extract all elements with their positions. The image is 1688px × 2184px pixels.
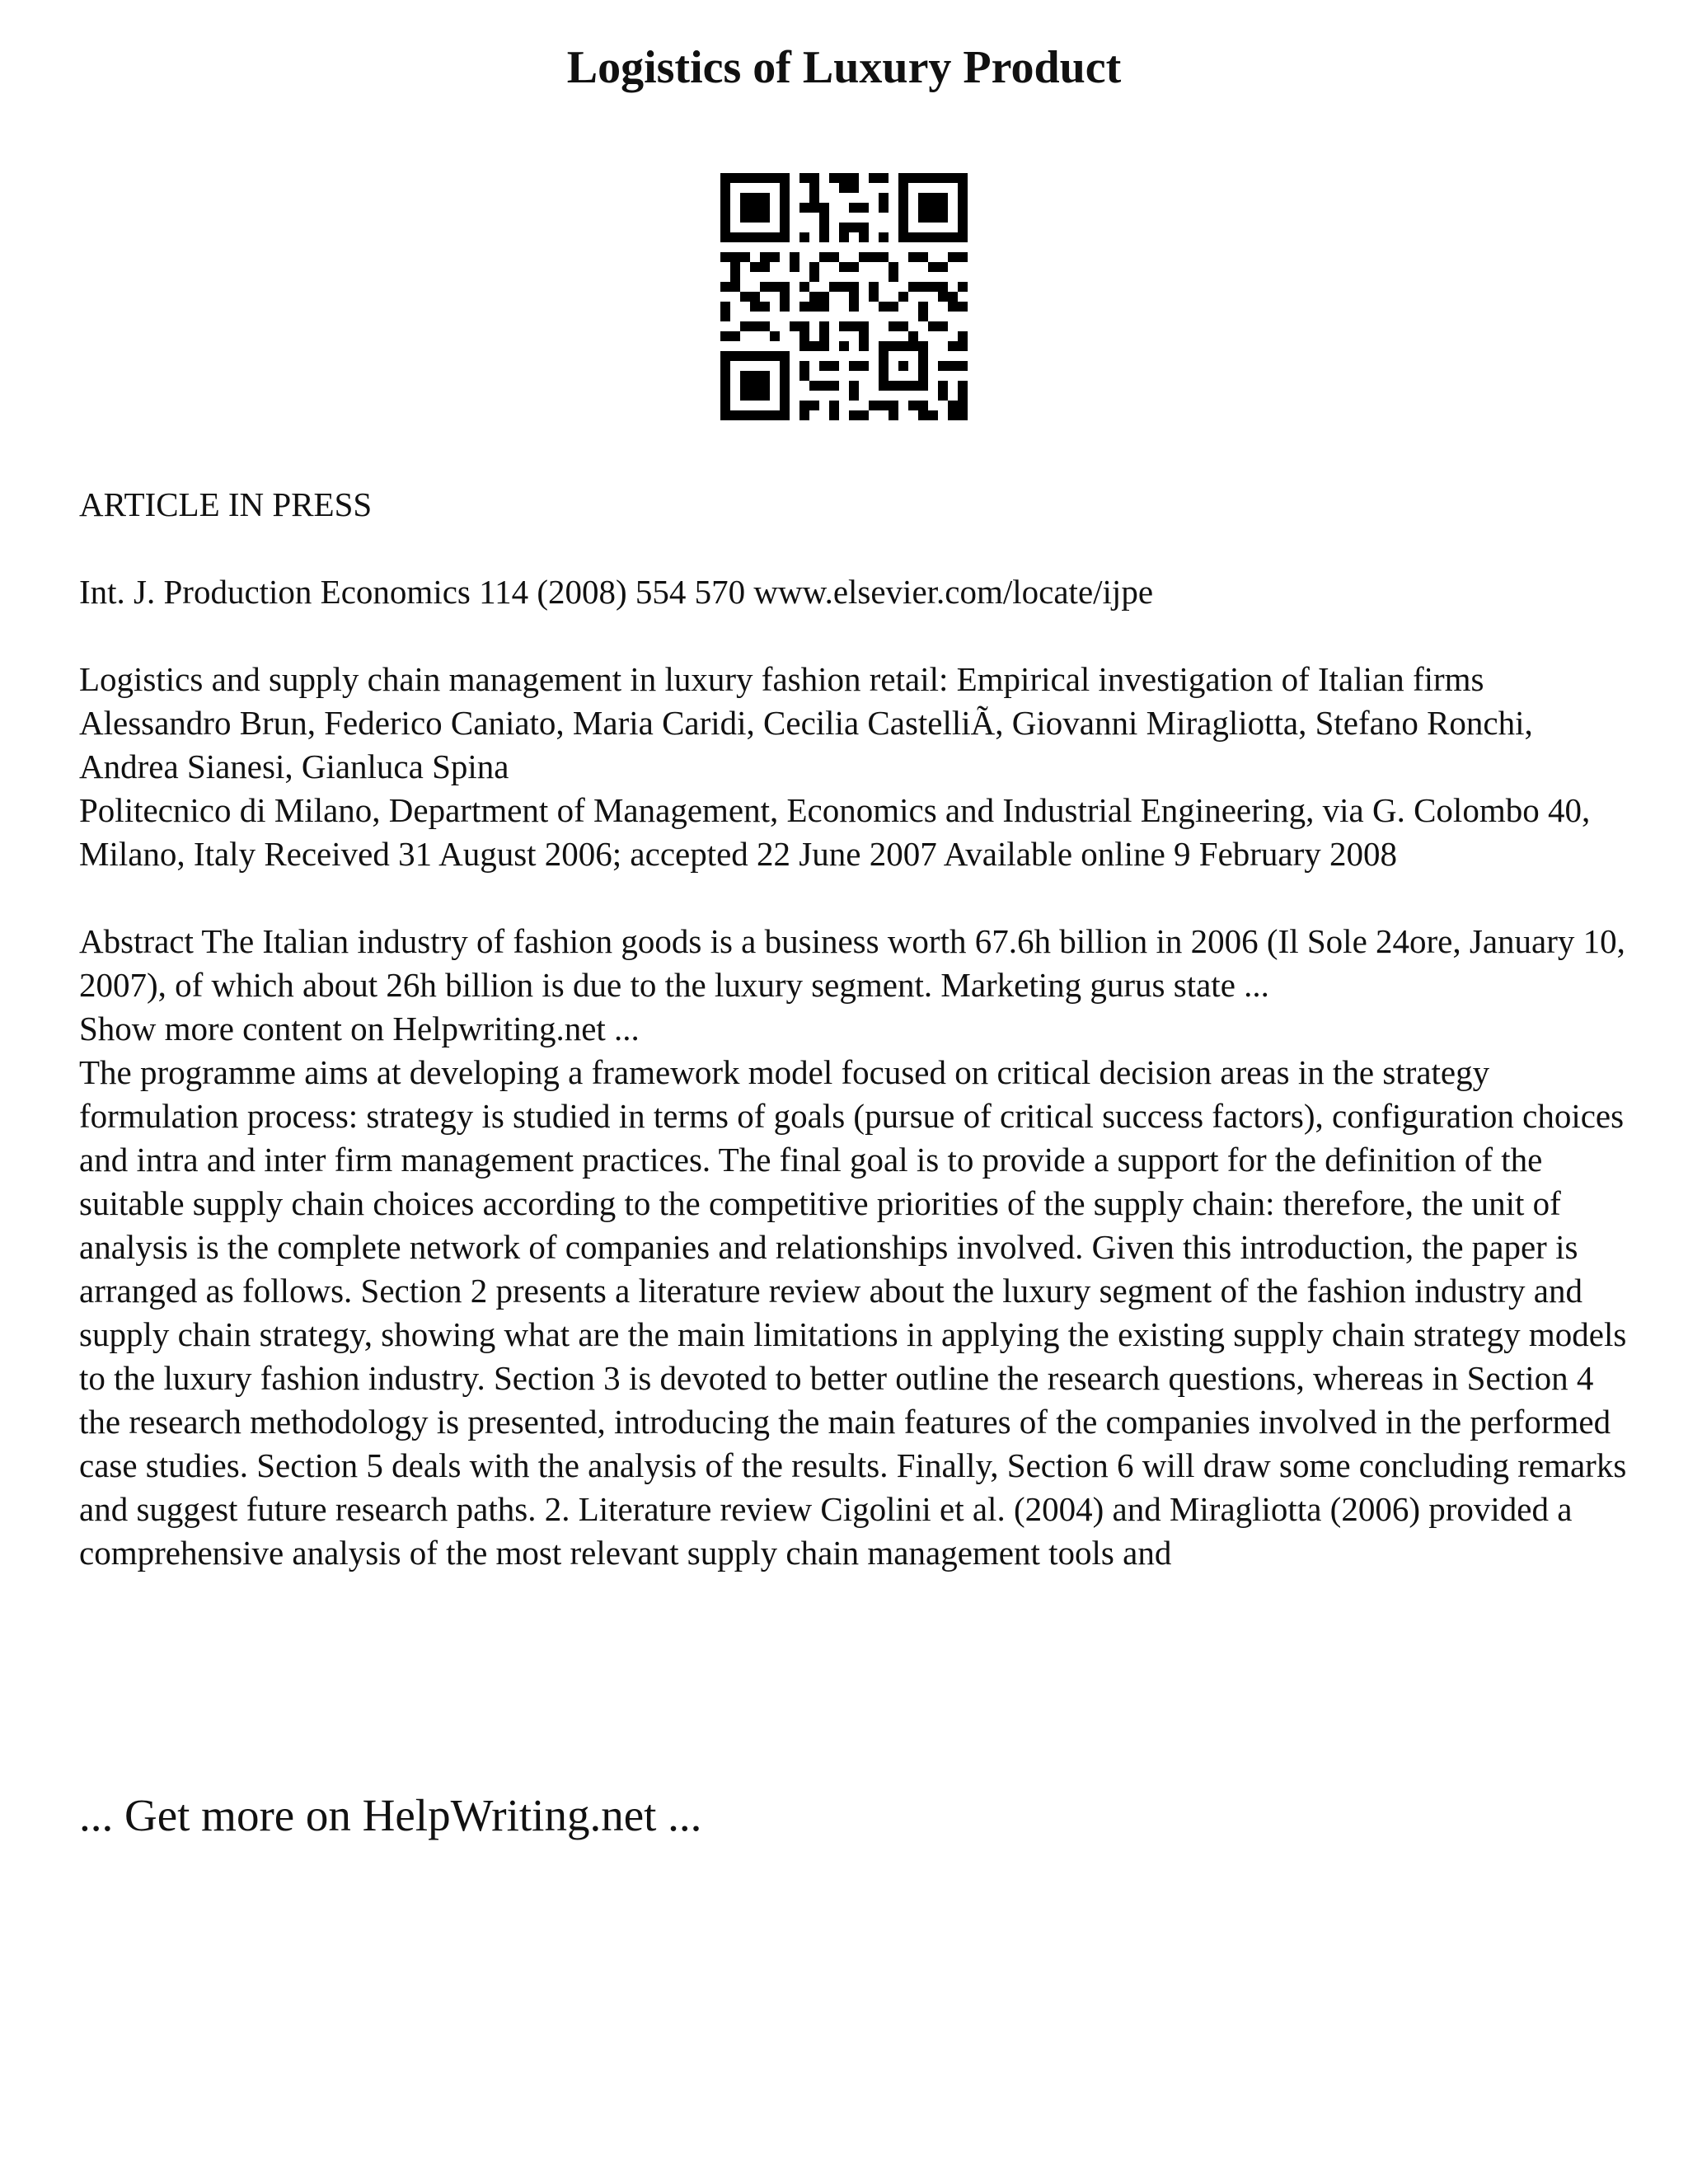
qr-code-icon[interactable]	[720, 173, 968, 420]
article-status: ARTICLE IN PRESS	[79, 485, 373, 523]
affiliation: Politecnico di Milano, Department of Management, Economics and Industrial Engineering, via G. Colombo 40, Milano, Italy Received 31 August 2006; accepted 22 June 2007 Available online 9 February 2008	[79, 791, 1591, 873]
get-more-link[interactable]: ... Get more on HelpWriting.net ...	[79, 1790, 702, 1840]
abstract-text: Abstract The Italian industry of fashion goods is a business worth 67.6h billion in 2006 (Il Sole 24ore, January 10, 2007), of which about 26h billion is due to the luxury segment. Marketing gurus state ...	[79, 922, 1625, 1004]
document-body	[79, 483, 1629, 1575]
show-more-link[interactable]: Show more content on Helpwriting.net ...	[79, 1010, 640, 1047]
article-title: Logistics and supply chain management in luxury fashion retail: Empirical investigation of Italian firms	[79, 660, 1484, 698]
journal-citation: Int. J. Production Economics 114 (2008) 554 570 www.elsevier.com/locate/ijpe	[79, 573, 1154, 611]
body-text: The programme aims at developing a framework model focused on critical decision areas in the strategy formulation process: strategy is studied in terms of goals (pursue of critical success factors), configuration choices and intra and inter firm management practices. The final goal is to provide a support for the definition of the suitable supply chain choices according to the competitive priorities of the supply chain: therefore, the unit of analysis is the complete network of companies and relationships involved. Given this introduction, the paper is arranged as follows. Section 2 presents a literature review about the luxury segment of the fashion industry and supply chain strategy, showing what are the main limitations in applying the existing supply chain strategy models to the luxury fashion industry. Section 3 is devoted to better outline the research questions, whereas in Section 4 the research methodology is presented, introducing the main features of the companies involved in the performed case studies. Section 5 deals with the analysis of the results. Finally, Section 6 will draw some concluding remarks and suggest future research paths. 2. Literature review Cigolini et al. (2004) and Miragliotta (2006) provided a comprehensive analysis of the most relevant supply chain management tools and	[79, 1053, 1627, 1572]
author-list: Alessandro Brun, Federico Caniato, Maria Caridi, Cecilia CastelliÃ, Giovanni Miragliotta, Stefano Ronchi, Andrea Sianesi, Gianluca Spina	[79, 704, 1533, 785]
page-title: Logistics of Luxury Product	[566, 42, 1122, 93]
